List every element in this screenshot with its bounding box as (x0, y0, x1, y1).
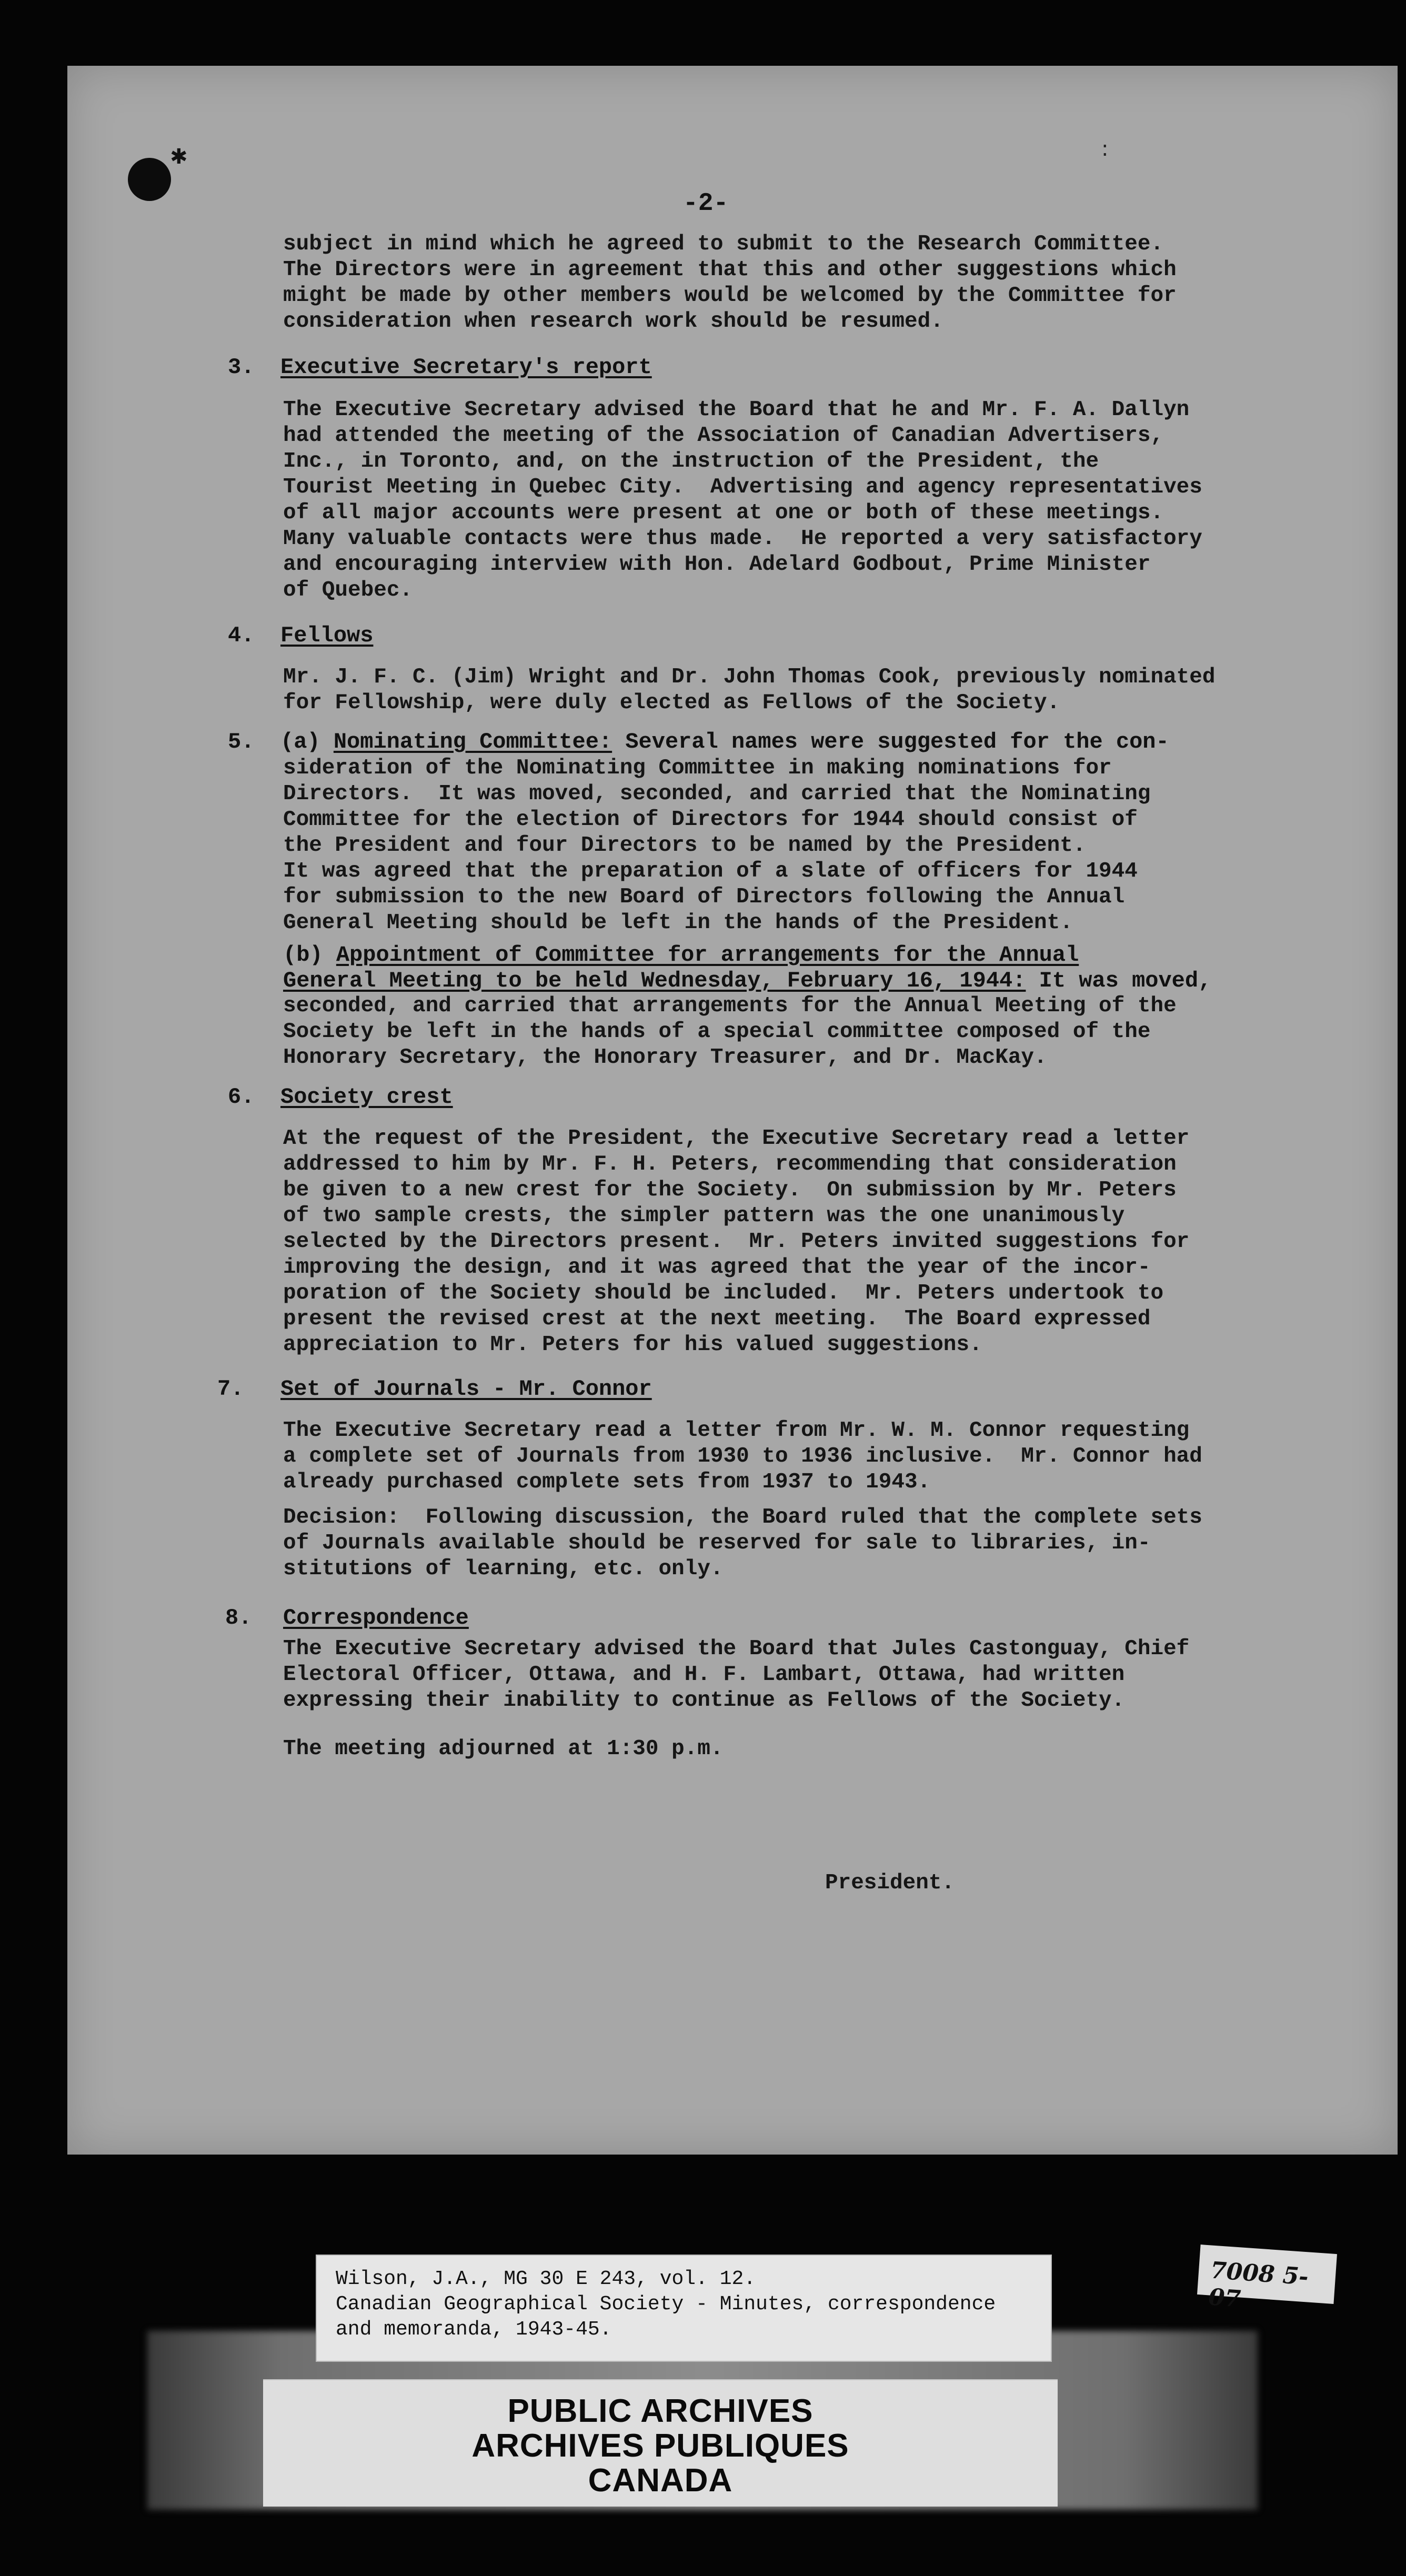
section-title: Fellows (280, 623, 374, 648)
section-number: 4. (228, 623, 255, 648)
text-line: subject in mind which he agreed to submit to the Research Committee. (283, 232, 1164, 256)
section-heading (228, 729, 1169, 755)
section-heading (228, 354, 652, 380)
section-number: 5. (228, 729, 255, 754)
citation-line: Wilson, J.A., MG 30 E 243, vol. 12. (336, 2268, 756, 2290)
handwritten-note: 7008 5-07 (1207, 2257, 1310, 2313)
subsection-title: Nominating Committee: (333, 729, 612, 754)
text-line: of Quebec. (283, 578, 413, 602)
text-line: selected by the Directors present. Mr. Peters invited suggestions for (283, 1230, 1190, 1254)
text-line: The Directors were in agreement that this and other suggestions which (283, 258, 1177, 282)
section-heading (228, 622, 373, 649)
text-line: the President and four Directors to be named by the President. (283, 833, 1086, 858)
text-line: of two sample crests, the simpler pattern was the one unanimously (283, 1204, 1125, 1228)
text-line: had attended the meeting of the Association of Canadian Advertisers, (283, 424, 1164, 448)
text-line: Committee for the election of Directors for 1944 should consist of (283, 808, 1138, 832)
text-line: expressing their inability to continue as Fellows of the Society. (283, 1688, 1125, 1713)
text-run: It was moved, (1026, 968, 1212, 993)
stamp-line: PUBLIC ARCHIVES (507, 2393, 814, 2429)
text-line: seconded, and carried that arrangements for the Annual Meeting of the (283, 994, 1177, 1018)
section-number: 6. (228, 1084, 255, 1110)
section-number: 7. (217, 1376, 244, 1402)
archive-citation-label (316, 2255, 1052, 2362)
section-heading (228, 1084, 453, 1110)
subsection-label: (b) (283, 942, 323, 968)
text-line: At the request of the President, the Executive Secretary read a letter (283, 1126, 1190, 1151)
text-line: consideration when research work should be resumed. (283, 309, 943, 334)
citation-line: and memoranda, 1943-45. (336, 2318, 612, 2341)
archives-stamp (263, 2379, 1058, 2507)
subsection-heading (283, 942, 1079, 968)
text-line: and encouraging interview with Hon. Adelard Godbout, Prime Minister (283, 552, 1151, 577)
text-line: of Journals available should be reserved for sale to libraries, in- (283, 1531, 1151, 1555)
text-line: of all major accounts were present at one or both of these meetings. (283, 501, 1164, 525)
page-number: -2- (683, 189, 729, 218)
text-line: stitutions of learning, etc. only. (283, 1557, 724, 1581)
text-line: a complete set of Journals from 1930 to 1936 inclusive. Mr. Connor had (283, 1444, 1202, 1468)
text-run: Several names were suggested for the con- (612, 729, 1169, 754)
text-line: addressed to him by Mr. F. H. Peters, recommending that consideration (283, 1152, 1177, 1176)
citation-line: Canadian Geographical Society - Minutes, correspondence (336, 2293, 996, 2316)
text-line: Decision: Following discussion, the Board ruled that the complete sets (283, 1505, 1202, 1530)
adjournment-line: The meeting adjourned at 1:30 p.m. (283, 1737, 724, 1761)
text-line: Honorary Secretary, the Honorary Treasurer, and Dr. MacKay. (283, 1045, 1047, 1070)
section-title: Set of Journals - Mr. Connor (280, 1376, 652, 1402)
text-line: be given to a new crest for the Society. On submission by Mr. Peters (283, 1178, 1177, 1202)
text-line: The Executive Secretary advised the Board that Jules Castonguay, Chief (283, 1637, 1190, 1661)
text-line: sideration of the Nominating Committee in making nominations for (283, 756, 1112, 780)
section-heading (217, 1376, 652, 1402)
corner-tick: : (1101, 137, 1109, 161)
subsection-label: (a) (280, 729, 320, 754)
section-heading (225, 1605, 469, 1631)
stamp-line: ARCHIVES PUBLIQUES (471, 2428, 849, 2464)
text-line: for Fellowship, were duly elected as Fellows of the Society. (283, 691, 1060, 715)
subsection-heading (283, 968, 1211, 994)
text-line: Electoral Officer, Ottawa, and H. F. Lambart, Ottawa, had written (283, 1663, 1125, 1687)
subsection-title: Appointment of Committee for arrangements for the Annual (336, 942, 1079, 968)
document-page (67, 66, 1398, 2155)
section-number: 3. (228, 355, 255, 380)
text-line: Mr. J. F. C. (Jim) Wright and Dr. John Thomas Cook, previously nominated (283, 665, 1216, 689)
text-line: poration of the Society should be included. Mr. Peters undertook to (283, 1281, 1164, 1305)
subsection-title: General Meeting to be held Wednesday, February 16, 1944: (283, 968, 1026, 993)
pen-mark-icon: ✱ (170, 145, 188, 169)
handwritten-note-tag (1197, 2245, 1337, 2313)
section-title: Executive Secretary's report (280, 355, 652, 380)
text-line: Society be left in the hands of a special committee composed of the (283, 1020, 1151, 1044)
section-title: Society crest (280, 1084, 453, 1110)
text-line: appreciation to Mr. Peters for his valued suggestions. (283, 1333, 982, 1357)
signature-line: President. (825, 1871, 955, 1895)
text-line: Tourist Meeting in Quebec City. Advertising and agency representatives (283, 475, 1202, 499)
text-line: General Meeting should be left in the hands of the President. (283, 911, 1073, 935)
text-line: Directors. It was moved, seconded, and carried that the Nominating (283, 782, 1151, 806)
text-line: Inc., in Toronto, and, on the instruction of the President, the (283, 449, 1099, 474)
text-line: present the revised crest at the next meeting. The Board expressed (283, 1307, 1151, 1331)
text-line: The Executive Secretary advised the Board that he and Mr. F. A. Dallyn (283, 398, 1190, 422)
ink-blot (128, 158, 171, 201)
section-number: 8. (225, 1605, 252, 1631)
text-line: improving the design, and it was agreed that the year of the incor- (283, 1255, 1151, 1280)
text-line: Many valuable contacts were thus made. He reported a very satisfactory (283, 527, 1202, 551)
text-line: might be made by other members would be welcomed by the Committee for (283, 284, 1177, 308)
section-title: Correspondence (283, 1605, 469, 1631)
text-line: for submission to the new Board of Directors following the Annual (283, 885, 1125, 909)
text-line: The Executive Secretary read a letter from Mr. W. M. Connor requesting (283, 1418, 1190, 1443)
text-line: It was agreed that the preparation of a slate of officers for 1944 (283, 859, 1138, 883)
stamp-line: CANADA (588, 2462, 733, 2499)
text-line: already purchased complete sets from 1937 to 1943. (283, 1470, 931, 1494)
